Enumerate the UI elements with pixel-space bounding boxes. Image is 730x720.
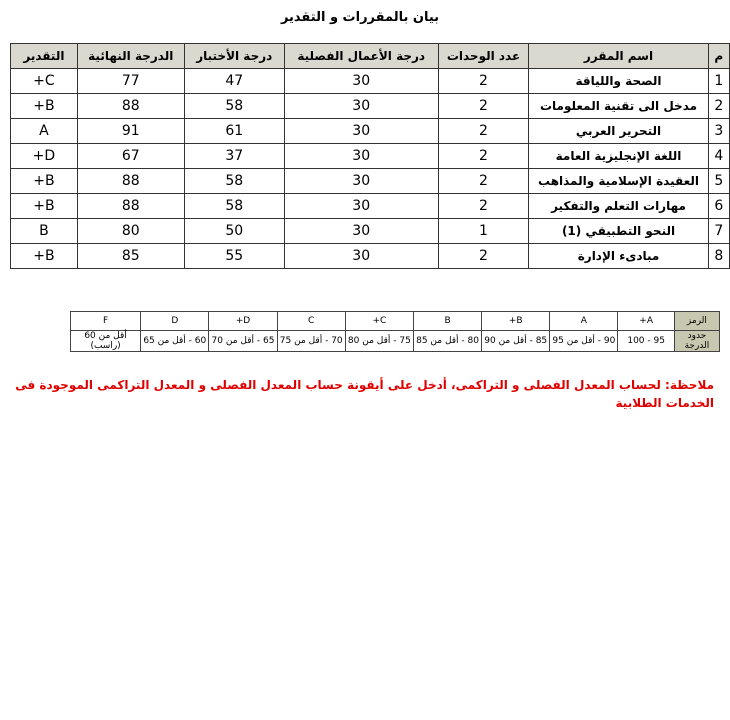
table-cell: B+ (11, 169, 78, 194)
table-cell: 2 (438, 69, 529, 94)
table-cell: 30 (284, 219, 438, 244)
table-cell: 2 (438, 194, 529, 219)
table-cell: 30 (284, 69, 438, 94)
table-cell: 30 (284, 169, 438, 194)
table-row (11, 219, 730, 244)
grade-symbol: A (550, 312, 618, 331)
table-cell: 88 (77, 194, 184, 219)
grade-range: 95 - 100 (618, 331, 674, 352)
table-cell: 2 (438, 119, 529, 144)
column-header: م (708, 44, 729, 69)
column-header: درجة الأختبار (184, 44, 284, 69)
grade-symbol: B (413, 312, 481, 331)
table-cell: 5 (708, 169, 729, 194)
table-cell: 8 (708, 244, 729, 269)
table-cell: B+ (11, 244, 78, 269)
table-row (11, 169, 730, 194)
grade-symbol: F (70, 312, 140, 331)
table-cell: 4 (708, 144, 729, 169)
table-row (11, 94, 730, 119)
table-cell: اللغة الإنجليزية العامة (529, 144, 708, 169)
table-row (11, 119, 730, 144)
table-cell: 2 (438, 169, 529, 194)
column-header: التقدير (11, 44, 78, 69)
table-cell: C+ (11, 69, 78, 94)
grade-range: أقل من 60 (راسب) (70, 331, 140, 352)
column-header: درجة الأعمال الفصلية (284, 44, 438, 69)
grade-range: 75 - أقل من 80 (345, 331, 413, 352)
grade-range: 80 - أقل من 85 (413, 331, 481, 352)
table-cell: 2 (438, 244, 529, 269)
table-cell: 77 (77, 69, 184, 94)
table-cell: B (11, 219, 78, 244)
grade-symbol: C+ (345, 312, 413, 331)
table-cell: 3 (708, 119, 729, 144)
table-cell: 1 (708, 69, 729, 94)
table-cell: 30 (284, 94, 438, 119)
table-cell: B+ (11, 194, 78, 219)
table-cell: 61 (184, 119, 284, 144)
table-cell: D+ (11, 144, 78, 169)
table-cell: 1 (438, 219, 529, 244)
table-cell: 55 (184, 244, 284, 269)
table-cell: 30 (284, 244, 438, 269)
grade-symbol-row (1, 312, 720, 331)
table-cell: 50 (184, 219, 284, 244)
table-cell: 58 (184, 194, 284, 219)
table-cell: التحرير العربي (529, 119, 708, 144)
table-cell: 2 (438, 94, 529, 119)
table-cell: 91 (77, 119, 184, 144)
grade-range: 60 - أقل من 65 (141, 331, 209, 352)
table-cell: النحو التطبيقي (1) (529, 219, 708, 244)
table-cell: مدخل الى تقنية المعلومات (529, 94, 708, 119)
table-cell: 2 (708, 94, 729, 119)
grade-symbol: A+ (618, 312, 674, 331)
table-cell: B+ (11, 94, 78, 119)
table-cell: مهارات التعلم والتفكير (529, 194, 708, 219)
courses-table (10, 43, 730, 269)
table-cell: 58 (184, 94, 284, 119)
table-row (11, 244, 730, 269)
note-text: ملاحظة: لحساب المعدل الفصلى و التراكمى، أدخل على أيقونة حساب المعدل الفصلى و المعدل التراكمى الموجودة فى الخدمات الطلابية (15, 378, 714, 410)
grade-range: 65 - أقل من 70 (209, 331, 277, 352)
table-header (11, 44, 730, 69)
table-row (11, 194, 730, 219)
table-cell: مبادىء الإدارة (529, 244, 708, 269)
grade-range: 70 - أقل من 75 (277, 331, 345, 352)
table-cell: 30 (284, 194, 438, 219)
table-cell: 67 (77, 144, 184, 169)
table-cell: 85 (77, 244, 184, 269)
column-header: اسم المقرر (529, 44, 708, 69)
table-row (11, 144, 730, 169)
table-cell: 30 (284, 144, 438, 169)
table-cell: 58 (184, 169, 284, 194)
column-header: عدد الوحدات (438, 44, 529, 69)
page-title: بيان بالمقررات و التقدير (280, 10, 440, 25)
table-cell: 80 (77, 219, 184, 244)
table-cell: 2 (438, 144, 529, 169)
grade-range: 85 - أقل من 90 (482, 331, 550, 352)
table-cell: 6 (708, 194, 729, 219)
table-cell: A (11, 119, 78, 144)
symbol-label: الرمز (674, 312, 719, 331)
grade-symbol: C (277, 312, 345, 331)
table-cell: 37 (184, 144, 284, 169)
grade-symbol: D (141, 312, 209, 331)
table-row (11, 69, 730, 94)
table-cell: العقيدة الإسلامية والمذاهب (529, 169, 708, 194)
table-cell: 7 (708, 219, 729, 244)
table-cell: 88 (77, 169, 184, 194)
grade-range-row (1, 331, 720, 352)
grade-scale-table (0, 311, 720, 352)
grade-range: 90 - أقل من 95 (550, 331, 618, 352)
grade-symbol: B+ (482, 312, 550, 331)
range-label: حدود الدرجة (674, 331, 719, 352)
table-cell: 30 (284, 119, 438, 144)
table-cell: 47 (184, 69, 284, 94)
column-header: الدرجة النهائية (77, 44, 184, 69)
table-cell: الصحة واللياقة (529, 69, 708, 94)
table-cell: 88 (77, 94, 184, 119)
grade-symbol: D+ (209, 312, 277, 331)
